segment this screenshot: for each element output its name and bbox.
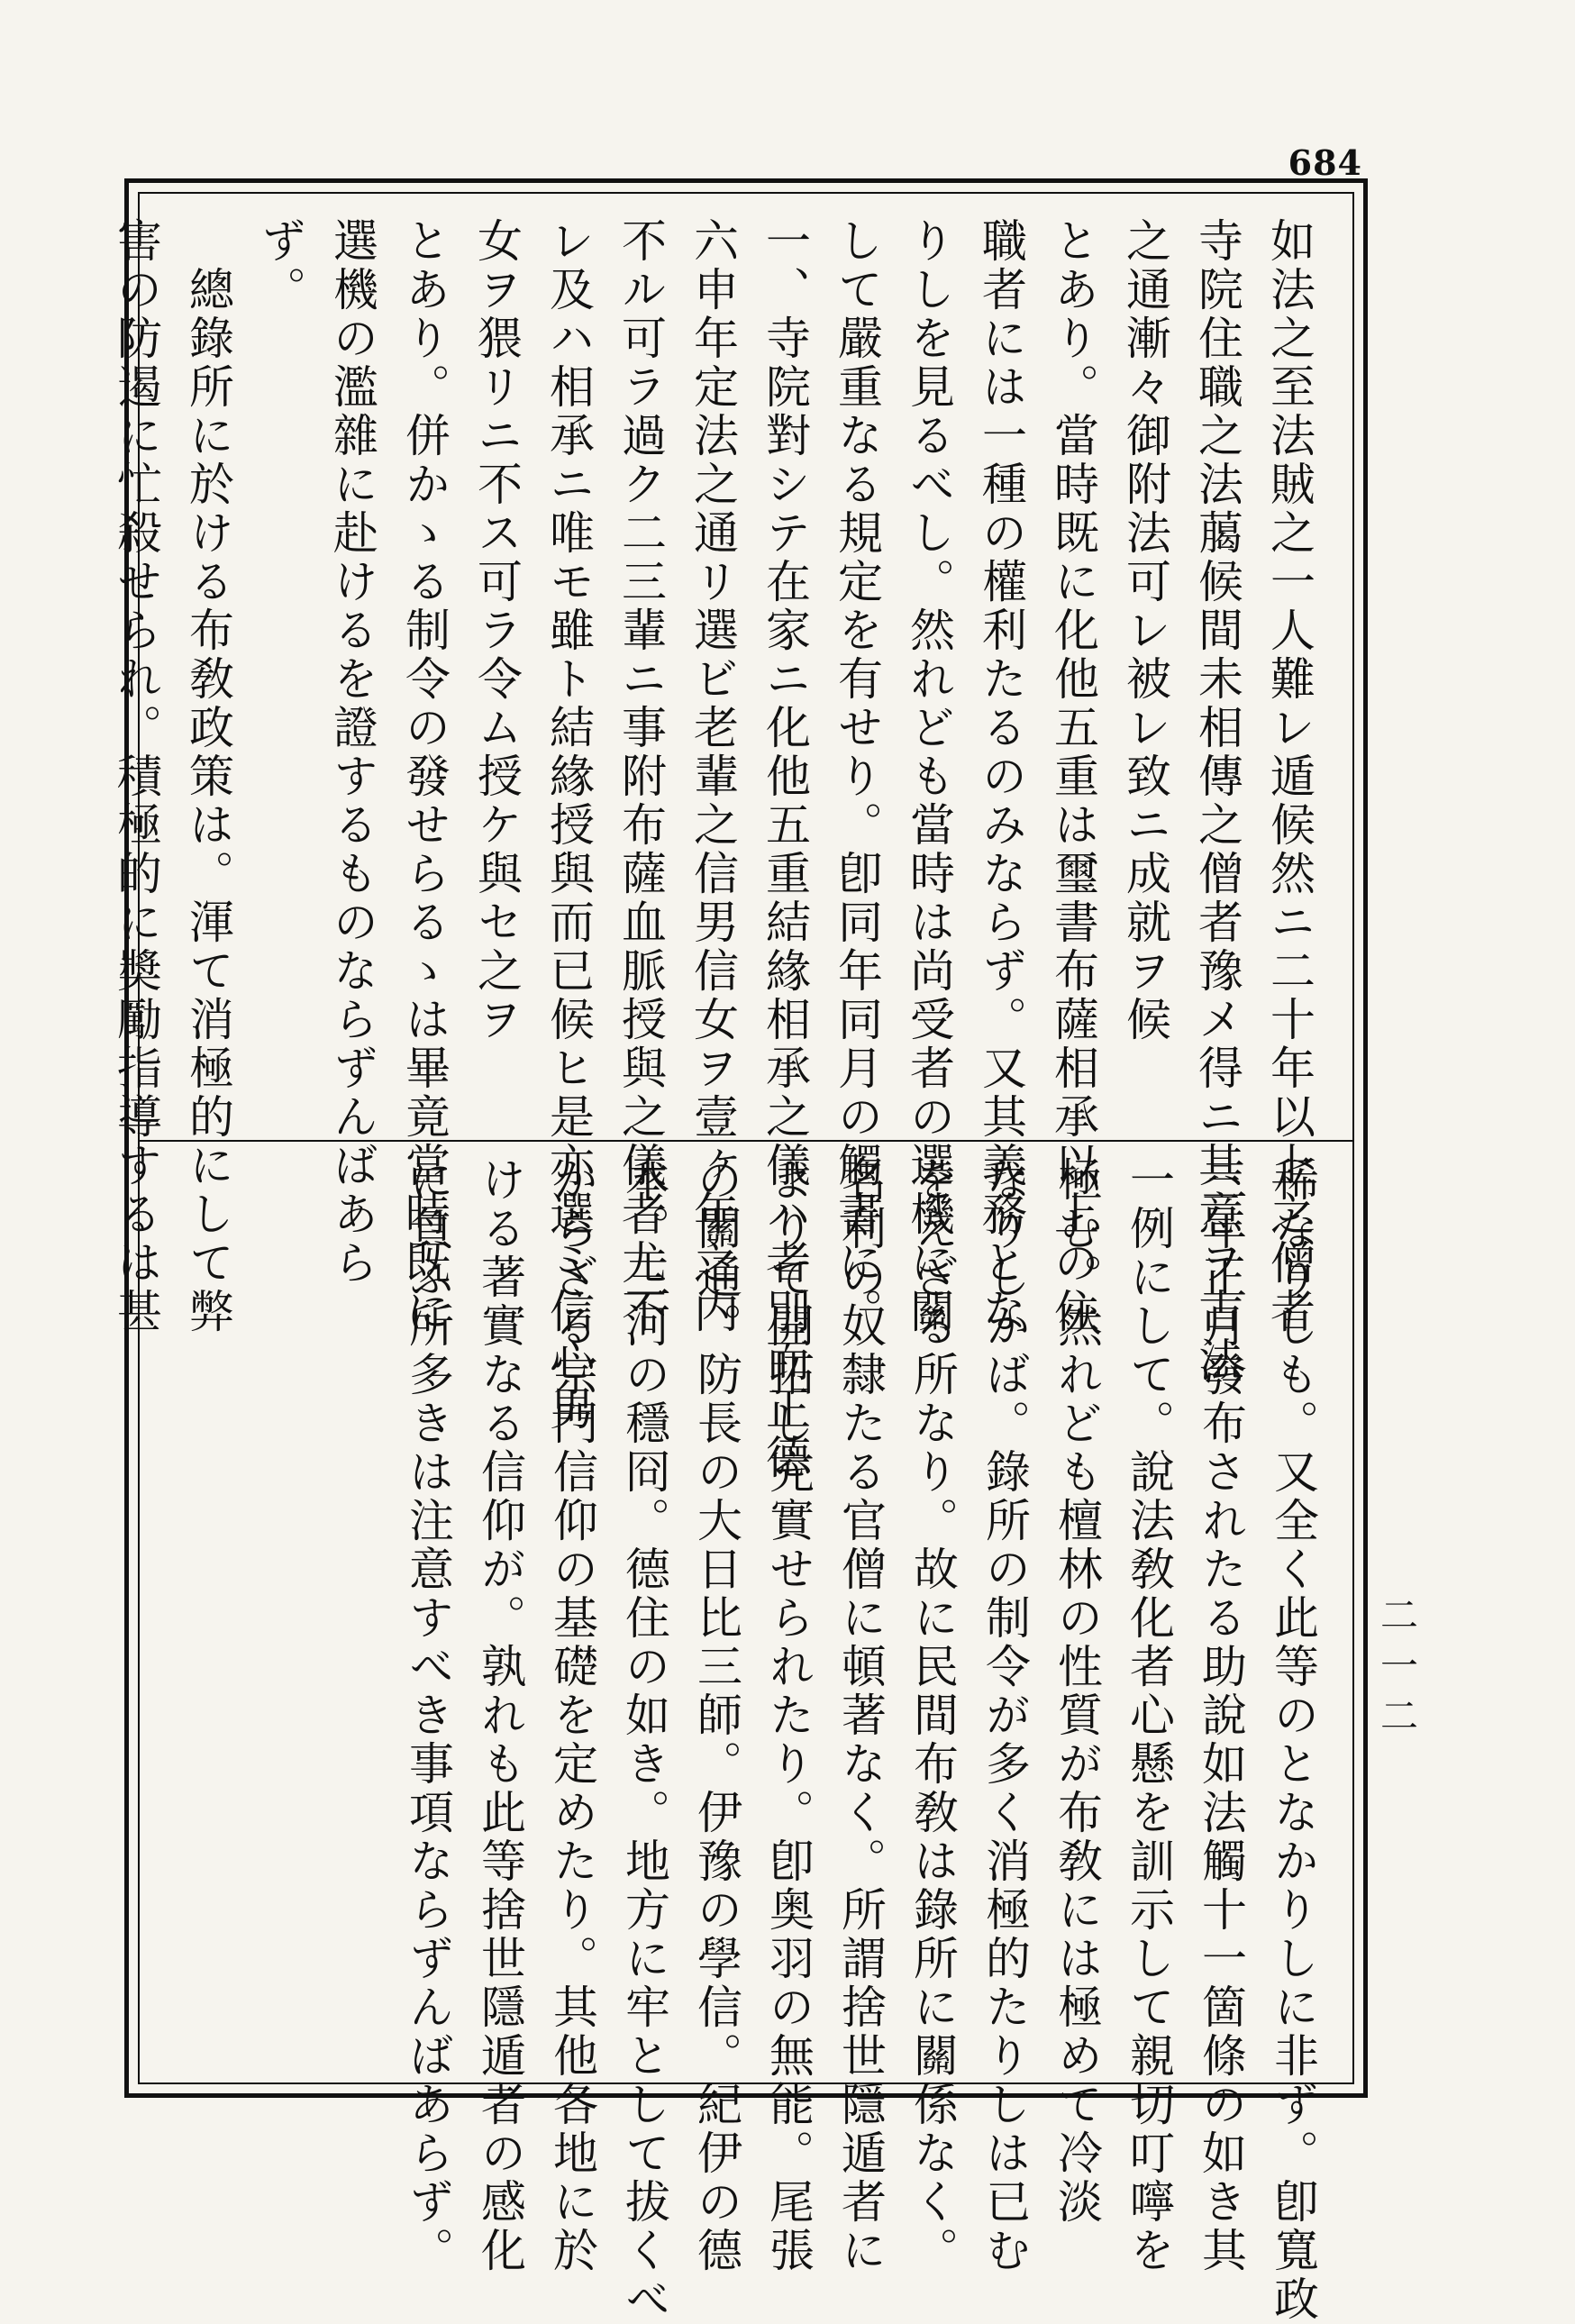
text-column: レ及ハ相承ニ唯モ雖ト結緣授與而已候ヒ是亦選ミ信心男 bbox=[542, 217, 595, 1434]
text-column: 六申年定法之通リ選ビ老輩之信男信女ヲ壹ヶ年之内 bbox=[687, 217, 739, 1336]
text-column: りしを見るべし。然れども當時は尚受者の選機に關 bbox=[903, 217, 955, 1336]
text-column: 名利の奴隸たる官僧に頓著なく。所謂捨世隱遁者に bbox=[834, 1156, 887, 2275]
text-column: 總錄所に於ける布敎政策は。渾て消極的にして弊 bbox=[182, 266, 234, 1336]
text-column: 一、寺院對シテ在家ニ化他五重結緣相承之儀ハ者別而正德 bbox=[759, 217, 811, 1482]
text-column: 女ヲ猥リニ不ス可ラ令ム授ケ與セ之ヲ bbox=[470, 217, 523, 1044]
text-column: 稀なりしも。又全く此等のとなかりしに非ず。卽寬政 bbox=[1267, 1156, 1319, 2324]
page-frame-inner bbox=[110, 192, 1354, 2324]
text-column: をえざる所なり。故に民間布敎は錄所に關係なく。 bbox=[906, 1156, 959, 2275]
text-column: ず。 bbox=[254, 217, 306, 314]
page-number: 684 bbox=[1288, 142, 1362, 183]
top-text-section bbox=[100, 217, 1325, 1482]
text-column: 如法之至法賊之一人難レ遁候然ニ二十年以上之僧者 bbox=[1263, 217, 1316, 1336]
text-column: の關通。防長の大日比三師。伊豫の學信。紀伊の德 bbox=[690, 1156, 742, 2275]
text-column: なりしかば。錄所の制令が多く消極的たりしは已む bbox=[979, 1156, 1031, 2275]
text-column: からざる宗門信仰の基礎を定めたり。其他各地に於 bbox=[546, 1156, 598, 2275]
section-divider bbox=[140, 1140, 1352, 1142]
text-column: 職者には一種の權利たるのみならず。又其義務とな bbox=[975, 217, 1027, 1336]
text-column: 一例にして。說法敎化者心懸を訓示して親切叮嚀を bbox=[1123, 1156, 1175, 2275]
text-column: とあり。併かゝる制令の發せらるゝは畢竟當時既に bbox=[398, 217, 451, 1336]
text-column: とあり。當時既に化他五重は璽書布薩相承以上の住 bbox=[1047, 217, 1099, 1336]
text-column: 極む。然れども檀林の性質が布敎には極めて冷淡 bbox=[1051, 1156, 1103, 2227]
text-column: 不ル可ラ過ク二三輩ニ事附布薩血脈授與之儀者尤不 bbox=[615, 217, 667, 1336]
text-column: して嚴重なる規定を有せり。卽同年同月の觸書に。 bbox=[831, 217, 883, 1336]
text-column: 之通漸々御附法可レ被レ致ニ成就ヲ候 bbox=[1119, 217, 1171, 1044]
text-column: 本。三河の穩冏。德住の如き。地方に牢として拔くべ bbox=[618, 1156, 670, 2324]
margin-folio: 二一二 bbox=[1375, 1595, 1419, 1746]
text-column: よりて開拓し充實せられたり。卽奥羽の無能。尾張 bbox=[762, 1156, 815, 2275]
text-column: に負ふ所多きは注意すべき事項ならずんばあらず。 bbox=[402, 1156, 454, 2275]
text-column: 三年正月發布されたる助說如法觸十一箇條の如き其 bbox=[1195, 1156, 1247, 2275]
text-column: 害の防遏に忙殺せられ。積極的に奬勵指導するは甚 bbox=[110, 217, 162, 1336]
page-frame bbox=[110, 178, 1368, 2324]
text-column: 選機の濫雜に赴けるを證するものならずんばあら bbox=[326, 217, 378, 1288]
text-column: ける著實なる信仰が。孰れも此等捨世隱遁者の感化 bbox=[474, 1156, 526, 2275]
bottom-text-section bbox=[392, 1156, 1329, 2324]
text-column: 寺院住職之法﨟候間未相傳之僧者豫メ得ニ其意ヲ古法 bbox=[1191, 217, 1243, 1385]
